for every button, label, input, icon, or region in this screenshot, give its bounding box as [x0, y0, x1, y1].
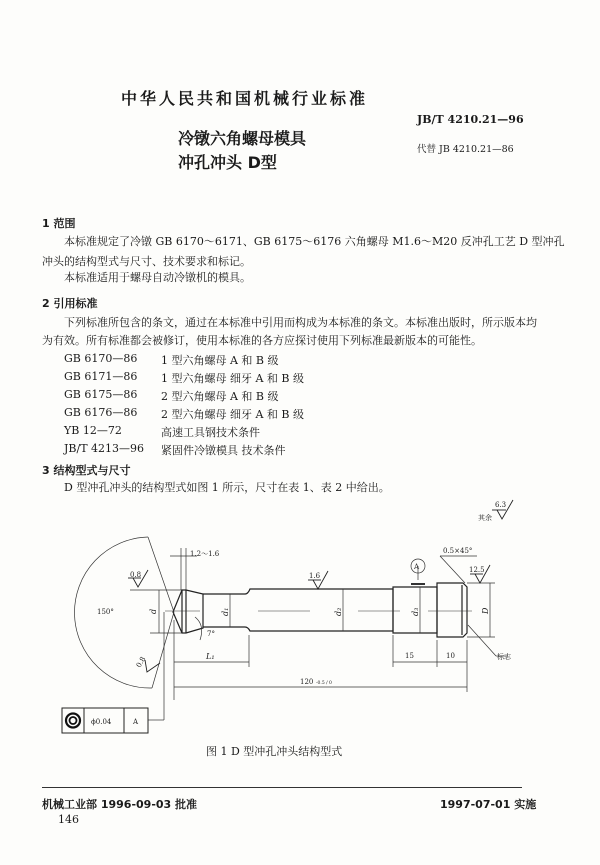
- paragraph: 为有效。所有标准都会被修订，使用本标准的各方应探讨使用下列标准最新版本的可能性。: [42, 334, 482, 347]
- angle-label: 150°: [97, 608, 114, 616]
- dim-d2: d₂: [334, 607, 343, 616]
- paragraph: 下列标准所包含的条文，通过在本标准中引用而构成为本标准的条文。本标准出版时，所示版本均: [64, 316, 537, 329]
- rest-roughness-label: 其余: [478, 514, 492, 522]
- dimension-lines: [74, 537, 508, 720]
- approval-note: 机械工业部 1996-09-03 批准: [42, 798, 198, 811]
- effective-date: 1997-07-01 实施: [440, 798, 537, 811]
- title-line-2: 冲孔冲头 D型: [178, 153, 277, 172]
- reference-title: 1 型六角螺母 细牙 A 和 B 级: [161, 372, 305, 385]
- total-length-tolerance: -0.5 / 0: [316, 681, 332, 686]
- dim-L1: L₁: [206, 652, 215, 661]
- reference-title: 高速工具钢技术条件: [161, 426, 260, 439]
- title-line-1: 冷镦六角螺母模具: [178, 129, 307, 148]
- dim-D: D: [481, 607, 490, 614]
- roughness-end-label: 12.5: [469, 566, 485, 574]
- rest-roughness-value: 6.3: [495, 501, 507, 509]
- reference-code: YB 12—72: [64, 424, 122, 437]
- tolerance-value: ϕ0.04: [91, 718, 112, 726]
- total-length-label: 120: [300, 678, 314, 686]
- standard-code: JB/T 4210.21—96: [417, 113, 524, 126]
- page-number: 146: [58, 813, 79, 826]
- reference-title: 2 型六角螺母 A 和 B 级: [161, 390, 279, 403]
- paragraph: 本标准适用于螺母自动冷镦机的模具。: [64, 271, 251, 284]
- section-3-heading: 3 结构型式与尺寸: [42, 464, 131, 477]
- roughness-tip-label: 0.8: [130, 571, 142, 579]
- dim-d3: d₃: [411, 607, 420, 616]
- tolerance-frame: [62, 708, 148, 733]
- len-10-label: 10: [446, 652, 455, 660]
- replaces-note: 代替 JB 4210.21—86: [417, 144, 514, 155]
- dim-d1: d₁: [221, 607, 230, 616]
- section-2-heading: 2 引用标准: [42, 297, 98, 310]
- reference-code: GB 6176—86: [64, 406, 138, 419]
- figure-caption: 图 1 D 型冲孔冲头结构型式: [206, 745, 343, 758]
- reference-code: GB 6175—86: [64, 388, 138, 401]
- chamfer-label: 0.5×45°: [443, 547, 473, 555]
- reference-code: JB/T 4213—96: [64, 442, 145, 455]
- reference-code: GB 6171—86: [64, 370, 138, 383]
- chamfer-length-label: 1.2～1.6: [190, 550, 220, 558]
- concentricity-icon: [66, 714, 80, 728]
- reference-code: GB 6170—86: [64, 352, 138, 365]
- dim-d: d: [149, 608, 158, 614]
- paragraph: D 型冲孔冲头的结构型式如图 1 所示，尺寸在表 1、表 2 中给出。: [64, 481, 390, 494]
- datum-label: A: [414, 563, 420, 571]
- roughness-shank-label: 1.6: [309, 572, 321, 580]
- issuing-org: 中华人民共和国机械行业标准: [121, 89, 369, 108]
- paragraph: 冲头的结构型式与尺寸、技术要求和标记。: [42, 255, 251, 268]
- reference-title: 2 型六角螺母 细牙 A 和 B 级: [161, 408, 305, 421]
- paragraph: 本标准规定了冷镦 GB 6170～6171、GB 6175～6176 六角螺母 M1.6～M20 反冲孔工艺 D 型冲孔: [64, 235, 565, 248]
- reference-title: 1 型六角螺母 A 和 B 级: [161, 354, 279, 367]
- len-15-label: 15: [405, 652, 414, 660]
- section-1-heading: 1 范围: [42, 217, 76, 230]
- reference-title: 紧固件冷镦模具 技术条件: [161, 444, 286, 457]
- footer-divider: [42, 787, 522, 788]
- taper-label: 7°: [207, 630, 215, 638]
- roughness-tip2-label: 0.8: [134, 655, 148, 669]
- marking-label: 标志: [497, 653, 511, 661]
- punch-outline: [173, 583, 467, 637]
- tolerance-datum: A: [133, 718, 139, 726]
